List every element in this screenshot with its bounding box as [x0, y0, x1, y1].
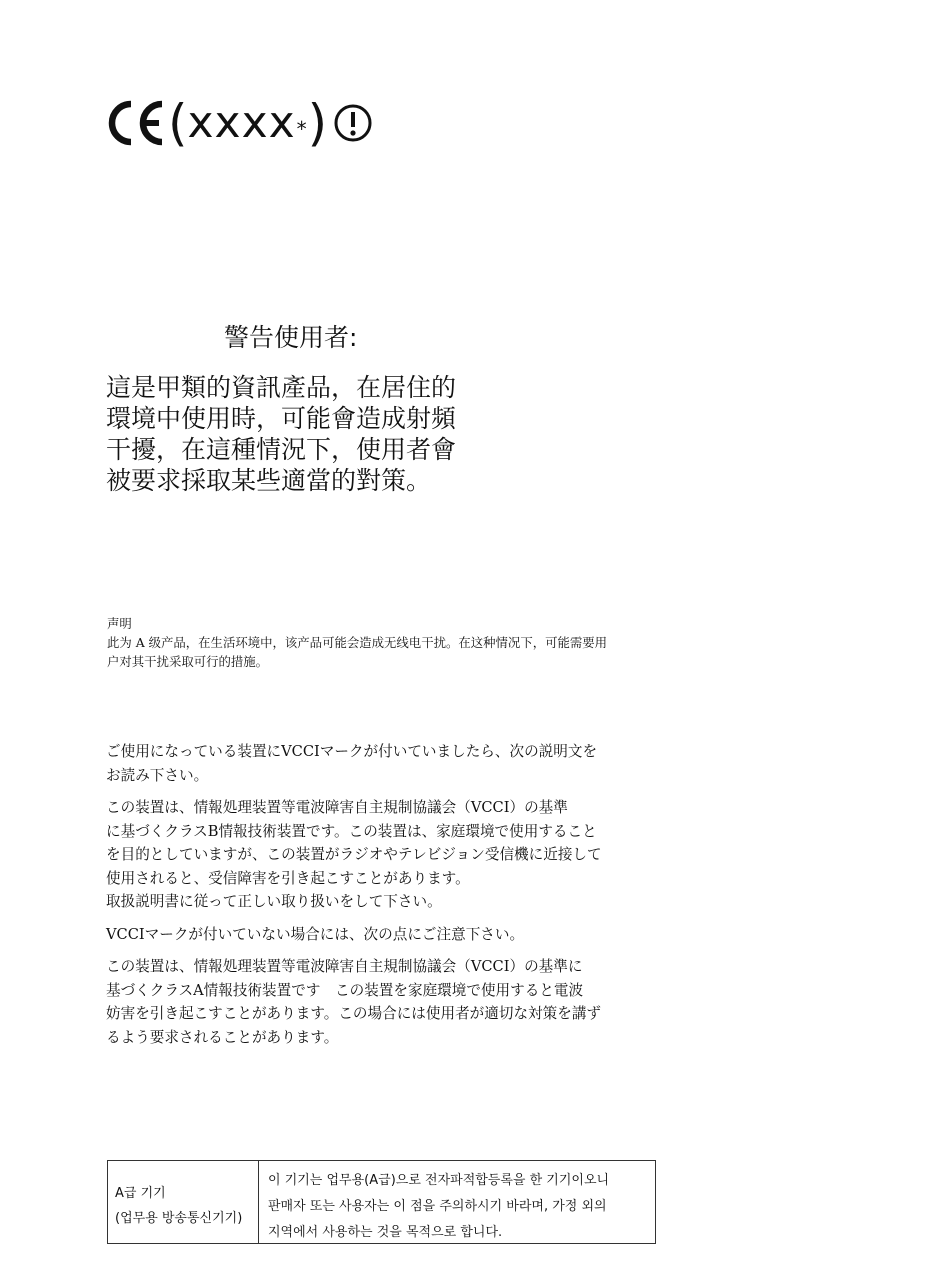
vcci-class-b-line: を目的としていますが、この装置がラジオやテレビジョン受信機に近接して	[106, 846, 602, 863]
ce-close-paren: )	[307, 94, 328, 152]
vcci-class-b-paragraph	[106, 796, 636, 914]
taiwan-notice-line: 這是甲類的資訊產品，在居住的	[106, 373, 457, 402]
vcci-class-b-line: 取扱説明書に従って正しい取り扱いをして下さい。	[106, 893, 442, 910]
ce-mark-icon	[104, 99, 168, 147]
vcci-class-a-paragraph	[106, 955, 636, 1049]
vcci-intro-paragraph	[106, 740, 636, 787]
ce-star: *	[296, 117, 307, 141]
korea-class-sublabel: (업무용 방송통신기기)	[115, 1211, 243, 1226]
vcci-class-a-line: るよう要求されることがあります。	[106, 1028, 339, 1046]
vcci-class-a-line: 基づくクラスA情報技術装置です この装置を家庭環境で使用すると電波	[106, 981, 584, 999]
china-notice-line: 户对其干扰采取可行的措施。	[107, 654, 269, 669]
korea-class-label-cell	[108, 1161, 259, 1243]
notified-body-number: xxxx	[187, 97, 296, 148]
alert-circle-icon	[333, 103, 373, 143]
korea-notice-line: 지역에서 사용하는 것을 목적으로 합니다.	[268, 1225, 503, 1240]
korea-notice-line: 판매자 또는 사용자는 이 점을 주의하시기 바라며, 가정 외의	[268, 1199, 607, 1214]
vcci-class-a-line: 妨害を引き起こすことがあります。この場合には使用者が適切な対策を講ず	[106, 1005, 602, 1022]
vcci-class-b-line: に基づくクラスB情報技術装置です。この装置は、家庭環境で使用すること	[106, 822, 597, 840]
vcci-intro-line: ご使用になっている装置にVCCIマークが付いていましたら、次の説明文を	[106, 743, 598, 760]
korea-notice-text-cell	[259, 1161, 655, 1243]
taiwan-notice-line: 被要求採取某些適當的對策。	[106, 466, 432, 495]
vcci-no-mark-line: VCCIマークが付いていない場合には、次の点にご注意下さい。	[106, 925, 525, 943]
taiwan-notice-title: 警告使用者:	[224, 323, 358, 352]
ce-open-paren: (	[168, 94, 188, 152]
taiwan-notice-line: 干擾，在這種情況下，使用者會	[106, 435, 457, 464]
vcci-class-b-line: 使用されると、受信障害を引き起こすことがあります。	[106, 869, 470, 887]
korea-notice-table	[107, 1160, 656, 1244]
taiwan-notice-line: 環境中使用時，可能會造成射頻	[106, 404, 457, 433]
china-notice-title: 声明	[107, 616, 132, 631]
china-notice-line: 此为 A 级产品，在生活环境中，该产品可能会造成无线电干扰。在这种情况下，可能需要用	[107, 635, 608, 650]
vcci-class-a-line: この装置は、情報処理装置等電波障害自主規制協議会（VCCI）の基準に	[106, 958, 583, 975]
vcci-intro-line: お読み下さい。	[106, 766, 209, 784]
korea-notice-line: 이 기기는 업무용(A급)으로 전자파적합등록을 한 기기이오니	[268, 1173, 610, 1188]
vcci-no-mark-paragraph	[106, 923, 636, 947]
ce-marking	[104, 88, 373, 158]
vcci-class-b-line: この装置は、情報処理装置等電波障害自主規制協議会（VCCI）の基準	[106, 799, 568, 816]
japan-vcci-notice	[106, 740, 636, 1058]
korea-class-label: A급 기기	[115, 1186, 166, 1201]
taiwan-notice-body	[106, 372, 466, 496]
china-notice	[107, 614, 637, 671]
